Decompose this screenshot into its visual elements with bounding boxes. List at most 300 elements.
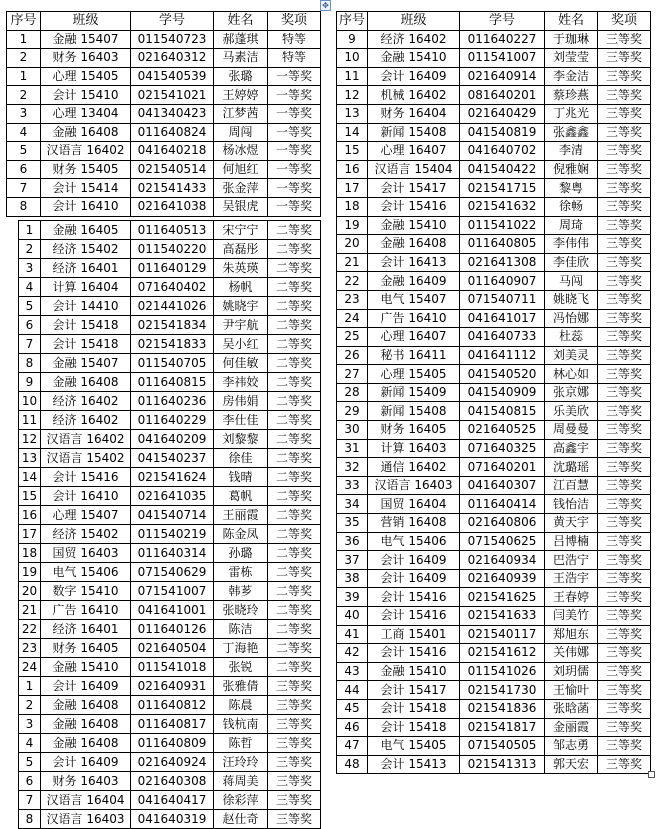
table-row: [337, 346, 651, 365]
cell-student-id: 081640201: [460, 86, 545, 105]
cell-index: 27: [337, 365, 368, 384]
cell-award: 三等奖: [598, 253, 651, 272]
cell-class: 心理 15405: [41, 67, 131, 86]
table-row: [19, 411, 321, 430]
cell-award: 二等奖: [268, 468, 321, 487]
table-row: [19, 221, 321, 240]
table-row: [337, 551, 651, 570]
cell-student-id: 011640414: [460, 495, 545, 514]
cell-index: 9: [337, 30, 368, 49]
cell-name: 杨帆: [214, 278, 268, 297]
cell-award: 三等奖: [598, 272, 651, 291]
table-row: [337, 514, 651, 533]
cell-name: 陈金凤: [214, 525, 268, 544]
move-handle-icon[interactable]: ✥: [320, 0, 331, 11]
table-row: [337, 253, 651, 272]
cell-name: 蔡珍燕: [545, 86, 598, 105]
cell-student-id: 021541834: [131, 316, 214, 335]
table-row: [19, 620, 321, 639]
cell-name: 张晓玲: [214, 601, 268, 620]
cell-award: 三等奖: [268, 772, 321, 791]
cell-index: 36: [337, 532, 368, 551]
cell-index: 10: [337, 49, 368, 68]
cell-student-id: 021640429: [460, 104, 545, 123]
cell-index: 32: [337, 458, 368, 477]
table-row: [19, 772, 321, 791]
cell-name: 杨冰煜: [214, 142, 268, 161]
cell-student-id: 021640914: [460, 67, 545, 86]
cell-class: 电气 15405: [368, 737, 460, 756]
cell-index: 1: [7, 30, 41, 49]
cell-name: 杜蕊: [545, 328, 598, 347]
cell-class: 心理 16407: [368, 328, 460, 347]
table-row: [337, 179, 651, 198]
cell-award: 三等奖: [268, 753, 321, 772]
cell-class: 金融 16408: [41, 123, 131, 142]
cell-student-id: 071640325: [460, 439, 545, 458]
cell-name: 王丽霞: [214, 506, 268, 525]
cell-award: 二等奖: [268, 449, 321, 468]
cell-index: 15: [337, 142, 368, 161]
cell-class: 经济 16402: [368, 30, 460, 49]
awards-table-top-left: [6, 11, 321, 217]
cell-award: 三等奖: [598, 142, 651, 161]
cell-award: 三等奖: [598, 123, 651, 142]
cell-name: 李祎姣: [214, 373, 268, 392]
cell-student-id: 041640319: [131, 810, 214, 829]
cell-student-id: 041540714: [131, 506, 214, 525]
cell-index: 19: [337, 216, 368, 235]
cell-index: 8: [19, 810, 41, 829]
cell-class: 新闻 15408: [368, 123, 460, 142]
cell-class: 计算 16403: [368, 439, 460, 458]
table-row: [337, 476, 651, 495]
cell-student-id: 011640805: [460, 235, 545, 254]
cell-award: 三等奖: [598, 439, 651, 458]
cell-name: 江梦茜: [214, 104, 268, 123]
cell-student-id: 021541313: [460, 755, 545, 774]
cell-class: 经济 16401: [41, 620, 131, 639]
cell-student-id: 021541715: [460, 179, 545, 198]
cell-class: 心理 15405: [368, 365, 460, 384]
table-row: [19, 563, 321, 582]
cell-class: 秘书 16411: [368, 346, 460, 365]
table-row: [337, 30, 651, 49]
header-name: 姓名: [214, 12, 268, 31]
table-row: [337, 421, 651, 440]
cell-index: 3: [19, 259, 41, 278]
table-row: [19, 734, 321, 753]
table-row: [19, 468, 321, 487]
cell-class: 财务 15405: [41, 160, 131, 179]
cell-award: 三等奖: [598, 328, 651, 347]
cell-class: 电气 15406: [368, 532, 460, 551]
cell-class: 汉语言 16403: [368, 476, 460, 495]
cell-award: 三等奖: [598, 49, 651, 68]
cell-index: 14: [19, 468, 41, 487]
cell-class: 汉语言 16404: [41, 791, 131, 810]
cell-class: 电气 15406: [41, 563, 131, 582]
table-row: [7, 49, 321, 68]
cell-index: 2: [7, 86, 41, 105]
cell-name: 周琦: [545, 216, 598, 235]
cell-index: 7: [19, 791, 41, 810]
cell-award: 一等奖: [268, 142, 321, 161]
table-row: [19, 449, 321, 468]
cell-award: 三等奖: [598, 644, 651, 663]
cell-index: 26: [337, 346, 368, 365]
cell-index: 20: [19, 582, 41, 601]
cell-class: 会计 15410: [41, 86, 131, 105]
cell-index: 6: [7, 160, 41, 179]
cell-student-id: 011541007: [460, 49, 545, 68]
cell-index: 43: [337, 662, 368, 681]
cell-index: 42: [337, 644, 368, 663]
cell-name: 陈洁: [214, 620, 268, 639]
resize-handle-icon[interactable]: [648, 771, 655, 778]
cell-name: 何旭红: [214, 160, 268, 179]
cell-award: 特等: [268, 49, 321, 68]
cell-name: 黄天宇: [545, 514, 598, 533]
cell-award: 三等奖: [598, 607, 651, 626]
table-row: [337, 197, 651, 216]
cell-index: 5: [7, 142, 41, 161]
cell-index: 28: [337, 383, 368, 402]
cell-class: 会计 15418: [368, 699, 460, 718]
cell-award: 二等奖: [268, 259, 321, 278]
cell-student-id: 021640934: [460, 551, 545, 570]
cell-class: 金融 15410: [368, 49, 460, 68]
table-row: [19, 487, 321, 506]
table-row: [337, 235, 651, 254]
cell-student-id: 021541833: [131, 335, 214, 354]
cell-name: 陈晨: [214, 696, 268, 715]
cell-award: 三等奖: [598, 402, 651, 421]
cell-index: 31: [337, 439, 368, 458]
cell-student-id: 011640314: [131, 544, 214, 563]
cell-student-id: 011640229: [131, 411, 214, 430]
table-row: [19, 791, 321, 810]
table-row: [7, 86, 321, 105]
cell-index: 3: [7, 104, 41, 123]
table-row: [337, 309, 651, 328]
cell-name: 姚晓飞: [545, 290, 598, 309]
cell-name: 蒋周美: [214, 772, 268, 791]
cell-class: 会计 15417: [368, 681, 460, 700]
cell-class: 会计 15413: [368, 755, 460, 774]
cell-student-id: 021640924: [131, 753, 214, 772]
cell-class: 金融 15410: [368, 216, 460, 235]
table-row: [7, 67, 321, 86]
table-row: [19, 696, 321, 715]
cell-index: 6: [19, 316, 41, 335]
cell-index: 12: [337, 86, 368, 105]
cell-index: 16: [19, 506, 41, 525]
cell-name: 郑旭东: [545, 625, 598, 644]
cell-index: 46: [337, 718, 368, 737]
cell-name: 李清: [545, 142, 598, 161]
cell-student-id: 041641001: [131, 601, 214, 620]
cell-name: 丁海艳: [214, 639, 268, 658]
cell-class: 汉语言 16403: [41, 810, 131, 829]
cell-award: 二等奖: [268, 430, 321, 449]
cell-award: 二等奖: [268, 221, 321, 240]
cell-award: 三等奖: [598, 699, 651, 718]
cell-index: 7: [7, 179, 41, 198]
cell-student-id: 071541007: [131, 582, 214, 601]
header-class: 班级: [41, 12, 131, 31]
table-row: [19, 430, 321, 449]
cell-class: 会计 15418: [41, 335, 131, 354]
cell-award: 二等奖: [268, 392, 321, 411]
table-row: [337, 104, 651, 123]
cell-class: 通信 16402: [368, 458, 460, 477]
cell-class: 金融 16408: [41, 734, 131, 753]
header-name: 姓名: [545, 12, 598, 31]
cell-index: 39: [337, 588, 368, 607]
cell-award: 三等奖: [598, 30, 651, 49]
cell-class: 心理 16407: [368, 142, 460, 161]
cell-name: 关伟娜: [545, 644, 598, 663]
cell-award: 二等奖: [268, 525, 321, 544]
cell-class: 经济 16402: [41, 411, 131, 430]
cell-index: 33: [337, 476, 368, 495]
table-row: [337, 86, 651, 105]
cell-name: 宋宁宁: [214, 221, 268, 240]
cell-award: 三等奖: [598, 551, 651, 570]
cell-student-id: 041640218: [131, 142, 214, 161]
cell-award: 二等奖: [268, 544, 321, 563]
cell-name: 周闯: [214, 123, 268, 142]
table-row: [337, 272, 651, 291]
header-student-id: 学号: [460, 12, 545, 31]
cell-student-id: 041540815: [460, 402, 545, 421]
cell-class: 会计 15414: [41, 179, 131, 198]
cell-index: 2: [7, 49, 41, 68]
cell-class: 计算 16404: [41, 278, 131, 297]
cell-class: 财务 16405: [368, 421, 460, 440]
cell-name: 吕博楠: [545, 532, 598, 551]
table-row: [337, 402, 651, 421]
cell-class: 金融 16408: [41, 373, 131, 392]
cell-student-id: 011640824: [131, 123, 214, 142]
cell-award: 三等奖: [598, 346, 651, 365]
cell-class: 会计 15416: [368, 644, 460, 663]
cell-name: 刘黎黎: [214, 430, 268, 449]
table-body: [7, 30, 321, 216]
table-row: [337, 644, 651, 663]
cell-name: 钱怡洁: [545, 495, 598, 514]
cell-student-id: 011640513: [131, 221, 214, 240]
cell-award: 一等奖: [268, 160, 321, 179]
cell-class: 汉语言 16402: [41, 142, 131, 161]
cell-student-id: 041540520: [460, 365, 545, 384]
cell-name: 张金萍: [214, 179, 268, 198]
cell-index: 25: [337, 328, 368, 347]
table-row: [19, 525, 321, 544]
cell-award: 一等奖: [268, 104, 321, 123]
cell-student-id: 041640417: [131, 791, 214, 810]
cell-name: 尹宇航: [214, 316, 268, 335]
cell-name: 何佳敏: [214, 354, 268, 373]
cell-name: 张晗菡: [545, 699, 598, 718]
table-row: [19, 354, 321, 373]
header-index: 序号: [337, 12, 368, 31]
cell-index: 34: [337, 495, 368, 514]
cell-student-id: 021541632: [460, 197, 545, 216]
cell-name: 朱英瑛: [214, 259, 268, 278]
cell-index: 4: [7, 123, 41, 142]
cell-name: 郝蓬琪: [214, 30, 268, 49]
cell-award: 三等奖: [268, 791, 321, 810]
cell-class: 工商 15401: [368, 625, 460, 644]
cell-index: 3: [19, 715, 41, 734]
cell-award: 三等奖: [598, 532, 651, 551]
table-row: [337, 123, 651, 142]
cell-award: 三等奖: [598, 235, 651, 254]
cell-index: 16: [337, 160, 368, 179]
cell-award: 三等奖: [598, 179, 651, 198]
cell-index: 44: [337, 681, 368, 700]
cell-award: 三等奖: [268, 715, 321, 734]
cell-name: 刘美灵: [545, 346, 598, 365]
table-row: [19, 715, 321, 734]
cell-class: 经济 16401: [41, 259, 131, 278]
cell-class: 会计 16409: [368, 551, 460, 570]
cell-index: 14: [337, 123, 368, 142]
cell-student-id: 011540220: [131, 240, 214, 259]
cell-index: 24: [337, 309, 368, 328]
cell-student-id: 021640931: [131, 677, 214, 696]
cell-index: 17: [337, 179, 368, 198]
cell-name: 黎粤: [545, 179, 598, 198]
cell-class: 广告 16410: [41, 601, 131, 620]
cell-award: 三等奖: [268, 734, 321, 753]
cell-class: 数字 15410: [41, 582, 131, 601]
cell-class: 会计 15416: [41, 468, 131, 487]
cell-award: 三等奖: [598, 476, 651, 495]
cell-student-id: 021541021: [131, 86, 214, 105]
cell-student-id: 011541018: [131, 658, 214, 677]
cell-index: 11: [337, 67, 368, 86]
cell-name: 王愉叶: [545, 681, 598, 700]
table-row: [337, 532, 651, 551]
cell-name: 张雅倩: [214, 677, 268, 696]
cell-name: 金丽霞: [545, 718, 598, 737]
cell-name: 李金洁: [545, 67, 598, 86]
table-row: [7, 179, 321, 198]
cell-class: 经济 15402: [41, 525, 131, 544]
cell-index: 4: [19, 278, 41, 297]
cell-student-id: 041540909: [460, 383, 545, 402]
cell-name: 韩芗: [214, 582, 268, 601]
cell-index: 15: [19, 487, 41, 506]
cell-name: 徐畅: [545, 197, 598, 216]
table-row: [7, 123, 321, 142]
cell-name: 刘莹莹: [545, 49, 598, 68]
cell-class: 金融 16408: [41, 715, 131, 734]
cell-index: 2: [19, 240, 41, 259]
cell-student-id: 071640402: [131, 278, 214, 297]
cell-award: 三等奖: [598, 495, 651, 514]
cell-award: 二等奖: [268, 582, 321, 601]
cell-award: 三等奖: [598, 383, 651, 402]
cell-student-id: 011640227: [460, 30, 545, 49]
cell-class: 财务 16403: [41, 49, 131, 68]
cell-student-id: 021640939: [460, 569, 545, 588]
table-row: [7, 197, 321, 216]
cell-award: 二等奖: [268, 411, 321, 430]
cell-student-id: 021541625: [460, 588, 545, 607]
table-row: [337, 328, 651, 347]
cell-index: 6: [19, 772, 41, 791]
table-row: [337, 49, 651, 68]
cell-award: 二等奖: [268, 620, 321, 639]
cell-name: 周曼曼: [545, 421, 598, 440]
table-row: [337, 160, 651, 179]
cell-student-id: 021640308: [131, 772, 214, 791]
cell-index: 8: [7, 197, 41, 216]
cell-name: 沈璐瑶: [545, 458, 598, 477]
cell-student-id: 021541730: [460, 681, 545, 700]
cell-name: 冯怡娜: [545, 309, 598, 328]
cell-student-id: 041540819: [460, 123, 545, 142]
cell-student-id: 021541624: [131, 468, 214, 487]
table-row: [337, 699, 651, 718]
cell-class: 财务 16405: [41, 639, 131, 658]
cell-class: 新闻 15409: [368, 383, 460, 402]
cell-award: 三等奖: [598, 718, 651, 737]
cell-index: 21: [19, 601, 41, 620]
cell-award: 三等奖: [598, 216, 651, 235]
cell-award: 三等奖: [598, 737, 651, 756]
cell-index: 24: [19, 658, 41, 677]
cell-name: 房伟娟: [214, 392, 268, 411]
table-row: [337, 439, 651, 458]
cell-student-id: 021640525: [460, 421, 545, 440]
awards-table-right: [336, 11, 651, 774]
cell-name: 马闯: [545, 272, 598, 291]
cell-index: 2: [19, 696, 41, 715]
table-body: [19, 221, 321, 829]
table-row: [19, 544, 321, 563]
cell-student-id: 011541022: [460, 216, 545, 235]
cell-student-id: 011640809: [131, 734, 214, 753]
cell-student-id: 021541612: [460, 644, 545, 663]
table-row: [19, 506, 321, 525]
cell-class: 会计 15416: [368, 588, 460, 607]
cell-class: 会计 15418: [41, 316, 131, 335]
cell-index: 9: [19, 373, 41, 392]
cell-name: 赵仕奇: [214, 810, 268, 829]
header-student-id: 学号: [131, 12, 214, 31]
table-row: [19, 316, 321, 335]
cell-award: 三等奖: [598, 755, 651, 774]
cell-award: 三等奖: [598, 681, 651, 700]
cell-class: 汉语言 15404: [368, 160, 460, 179]
cell-award: 二等奖: [268, 316, 321, 335]
cell-award: 二等奖: [268, 506, 321, 525]
cell-class: 会计 15416: [368, 197, 460, 216]
cell-class: 会计 16409: [41, 677, 131, 696]
cell-student-id: 041540422: [460, 160, 545, 179]
cell-class: 广告 16410: [368, 309, 460, 328]
cell-award: 一等奖: [268, 197, 321, 216]
cell-index: 35: [337, 514, 368, 533]
cell-index: 48: [337, 755, 368, 774]
cell-name: 姚晓宇: [214, 297, 268, 316]
header-class: 班级: [368, 12, 460, 31]
